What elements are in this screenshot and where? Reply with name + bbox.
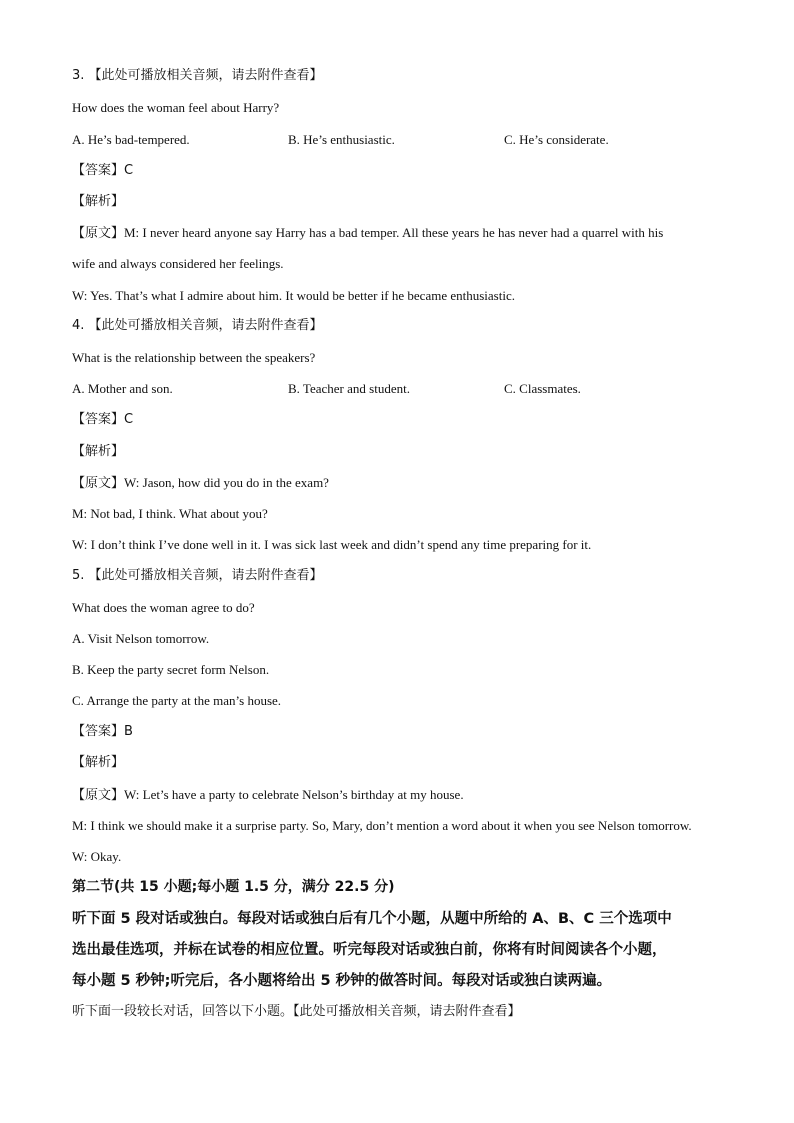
- q5-option-c: C. Arrange the party at the man’s house.: [72, 693, 282, 708]
- section-2-instruction-1: 听下面 5 段对话或独白。每段对话或独白后有几个小题，从题中所给的 A、B、C 三个选项中: [72, 911, 672, 927]
- q5-heading: 5. 【此处可播放相关音频，请去附件查看】: [72, 568, 323, 583]
- q3-options: [72, 132, 732, 148]
- q4-analysis: 【解析】: [72, 444, 125, 459]
- q4-transcript-line-1: 【原文】W: Jason, how did you do in the exam?: [72, 475, 329, 490]
- q5-option-a: A. Visit Nelson tomorrow.: [72, 631, 210, 646]
- q4-question: What is the relationship between the speakers?: [72, 350, 316, 365]
- q4-transcript-line-3: W: I don’t think I’ve done well in it. I was sick last week and didn’t spend any time preparing for it.: [72, 537, 592, 552]
- section-2-instruction-2: 选出最佳选项，并标在试卷的相应位置。听完每段对话或独白前，你将有时间阅读各个小题，: [72, 942, 667, 958]
- q3-option-a: A. He’s bad-tempered.: [72, 132, 190, 147]
- q4-option-b: B. Teacher and student.: [288, 381, 410, 396]
- q5-transcript-line-1: 【原文】W: Let’s have a party to celebrate Nelson’s birthday at my house.: [72, 787, 464, 802]
- q4-transcript-line-2: M: Not bad, I think. What about you?: [72, 506, 268, 521]
- q4-answer: 【答案】C: [72, 412, 134, 427]
- q4-heading: 4. 【此处可播放相关音频，请去附件查看】: [72, 318, 323, 333]
- section-2-intro: 听下面一段较长对话，回答以下小题。【此处可播放相关音频，请去附件查看】: [72, 1004, 521, 1019]
- q4-options: [72, 381, 732, 397]
- q3-question: How does the woman feel about Harry?: [72, 100, 280, 115]
- q4-option-c: C. Classmates.: [504, 381, 581, 396]
- q5-answer: 【答案】B: [72, 724, 133, 739]
- q3-answer: 【答案】C: [72, 163, 134, 178]
- q3-transcript-line-3: W: Yes. That’s what I admire about him. It would be better if he became enthusiastic.: [72, 288, 515, 303]
- section-2-title: 第二节(共 15 小题;每小题 1.5 分，满分 22.5 分): [72, 879, 395, 895]
- q3-option-c: C. He’s considerate.: [504, 132, 609, 147]
- q3-analysis: 【解析】: [72, 194, 125, 209]
- q3-transcript-line-2: wife and always considered her feelings.: [72, 256, 284, 271]
- q3-heading: 3. 【此处可播放相关音频，请去附件查看】: [72, 68, 323, 83]
- q5-question: What does the woman agree to do?: [72, 600, 255, 615]
- q5-transcript-line-3: W: Okay.: [72, 849, 122, 864]
- q5-option-b: B. Keep the party secret form Nelson.: [72, 662, 270, 677]
- q4-option-a: A. Mother and son.: [72, 381, 173, 396]
- q3-transcript-line-1: 【原文】M: I never heard anyone say Harry has a bad temper. All these years he has never had a quarrel with his: [72, 225, 664, 240]
- section-2-instruction-3: 每小题 5 秒钟;听完后，各小题将给出 5 秒钟的做答时间。每段对话或独白读两遍。: [72, 973, 612, 989]
- q3-option-b: B. He’s enthusiastic.: [288, 132, 395, 147]
- q5-transcript-line-2: M: I think we should make it a surprise party. So, Mary, don’t mention a word about it when you see Nelson tomorrow.: [72, 818, 692, 833]
- q5-analysis: 【解析】: [72, 755, 125, 770]
